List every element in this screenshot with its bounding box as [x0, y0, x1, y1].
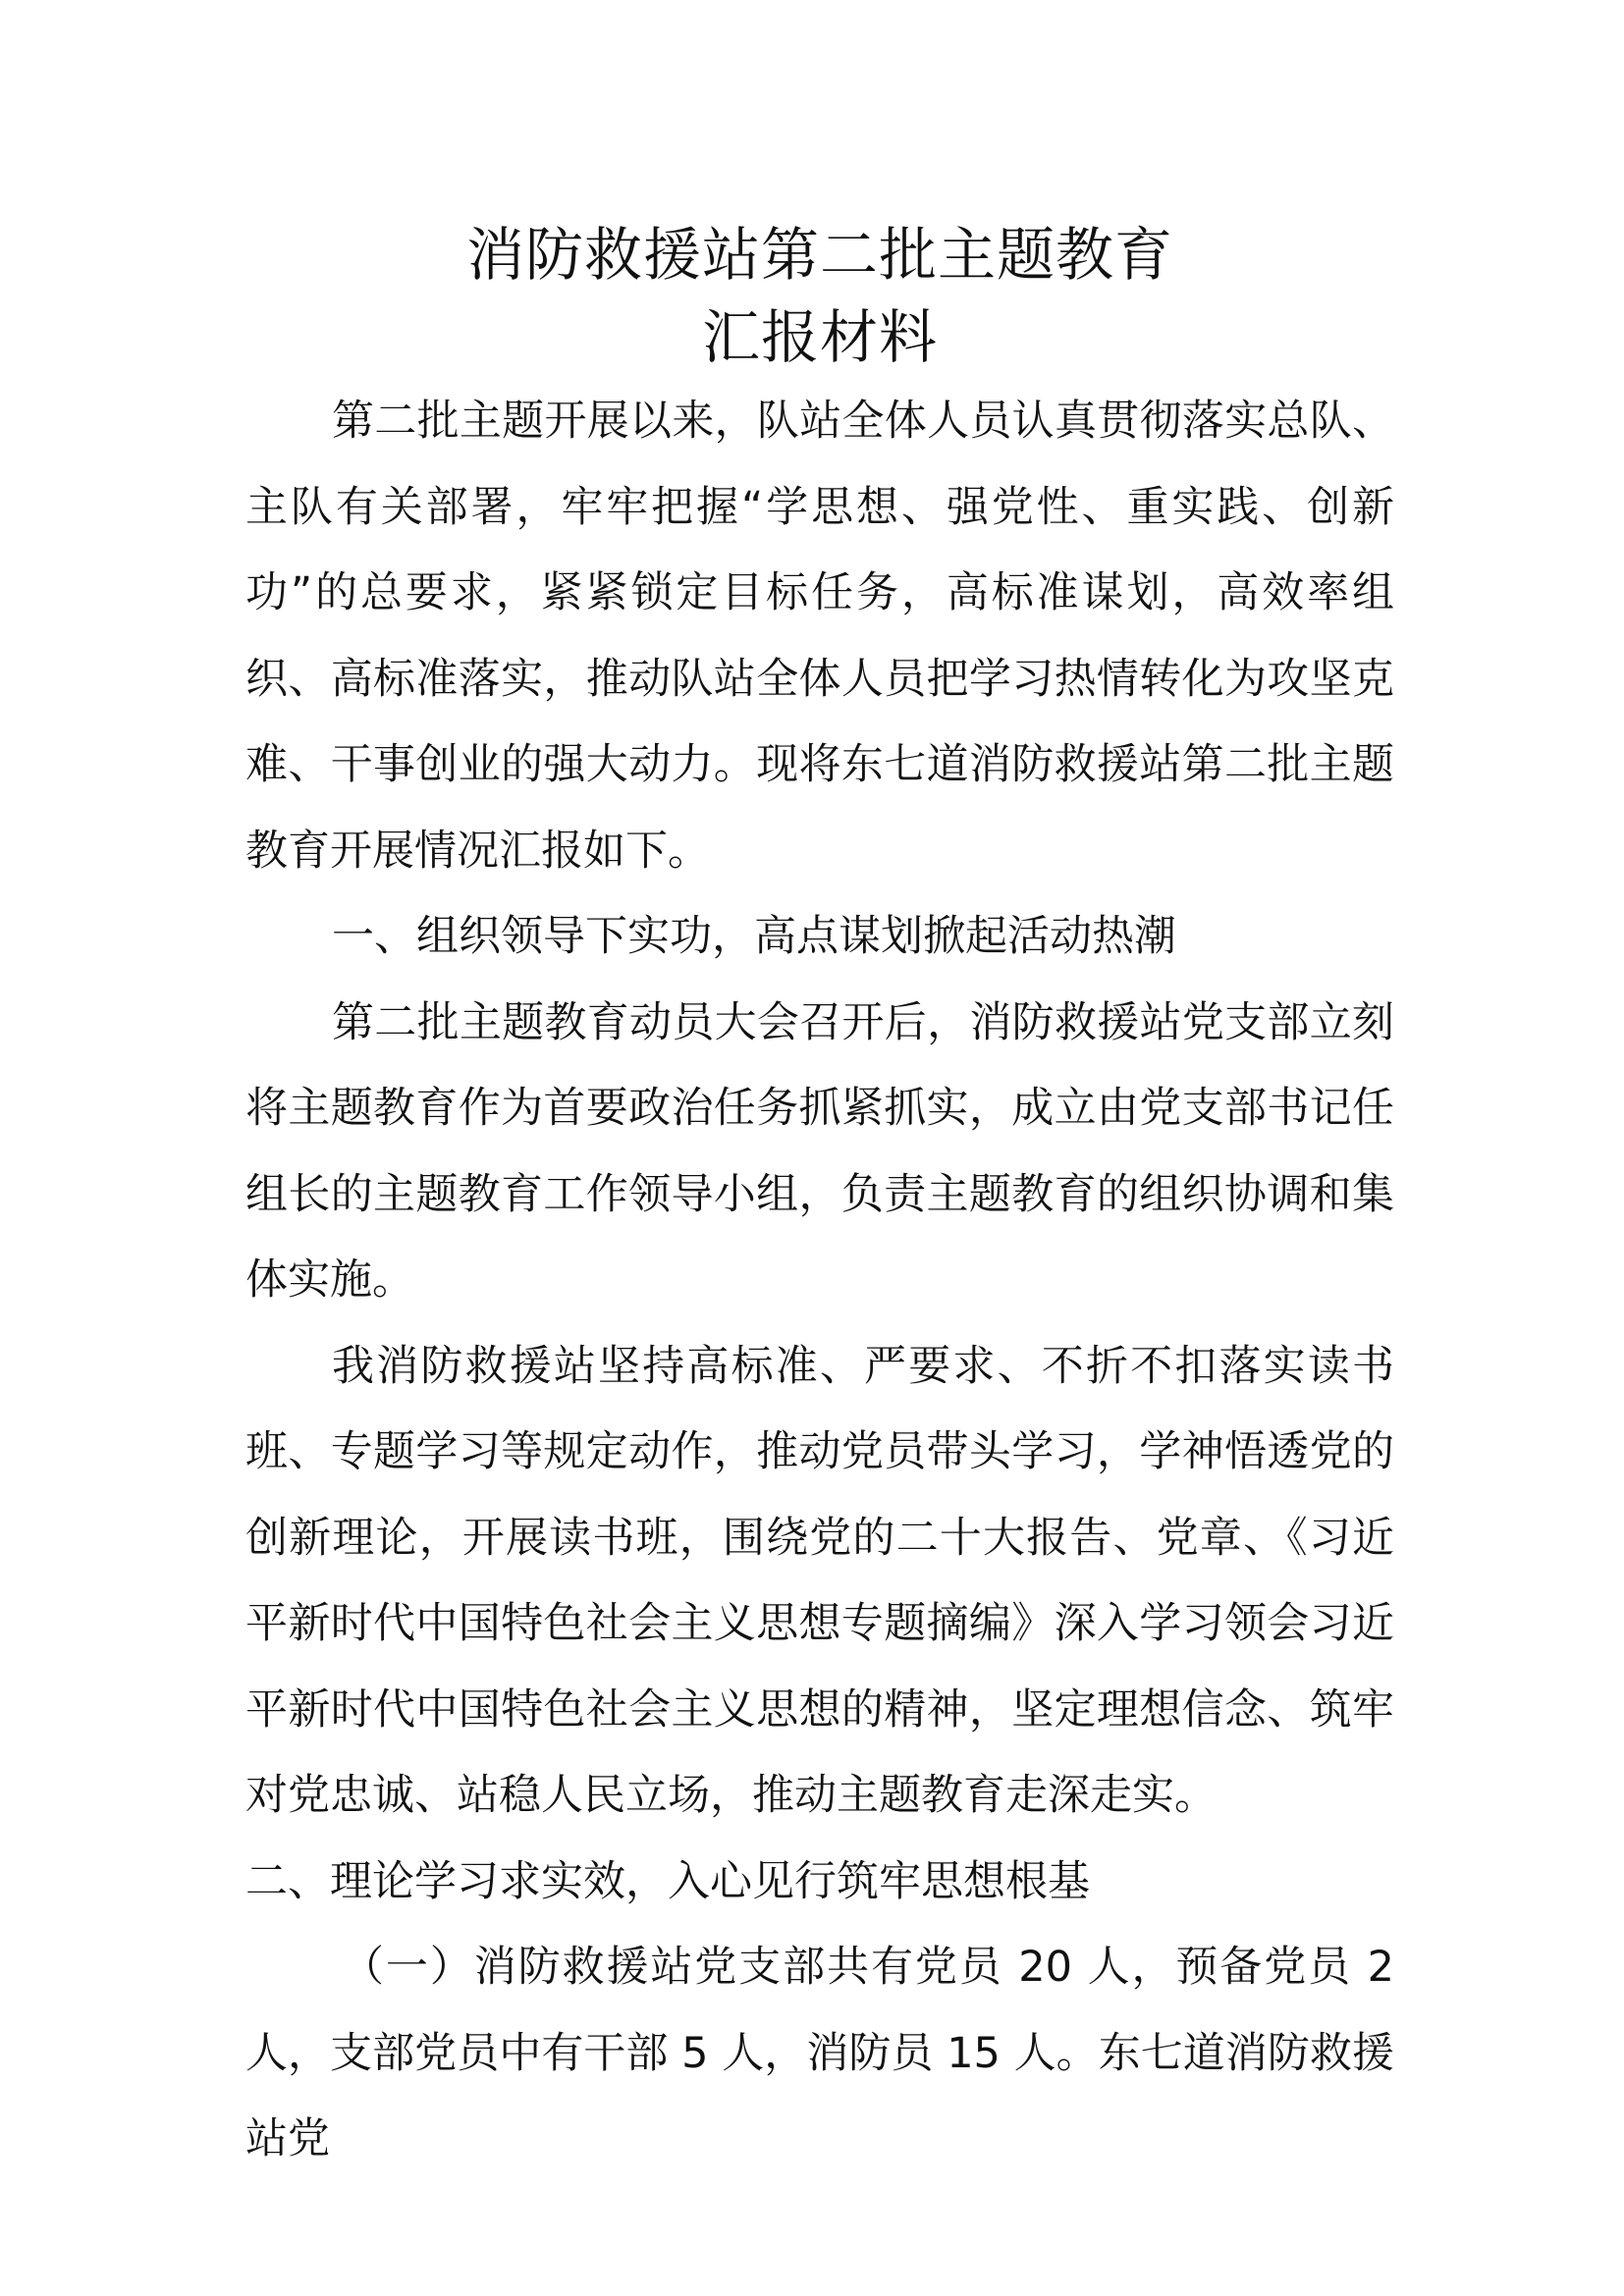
section-1-paragraph-1: 第二批主题教育动员大会召开后，消防救援站党支部立刻将主题教育作为首要政治任务抓紧抓实，成立由党支部书记任组长的主题教育工作领导小组，负责主题教育的组织协调和集体实施。 [245, 997, 1394, 1305]
title-line-2: 汇报材料 [701, 303, 938, 371]
document-title [245, 214, 1394, 379]
intro-paragraph: 第二批主题开展以来，队站全体人员认真贯彻落实总队、主队有关部署，牢牢把握“学思想、强党性、重实践、创新功”的总要求，紧紧锁定目标任务，高标准谋划，高效率组织、高标准落实，推动队站全体人员把学习热情转化为攻坚克难、干事创业的强大动力。现将东七道消防救援站第二批主题教育开展情况汇报如下。 [245, 397, 1394, 876]
title-line-1: 消防救援站第二批主题教育 [465, 221, 1173, 289]
section-heading-2: 二、理论学习求实效，入心见行筑牢思想根基 [245, 1856, 1090, 1906]
document-body [245, 214, 1394, 2183]
section-2-paragraph-1: （一）消防救援站党支部共有党员 20 人，预备党员 2 人，支部党员中有干部 5 人，消防员 15 人。东七道消防救援站党 [245, 1943, 1394, 2163]
section-heading-1: 一、组织领导下实功，高点谋划掀起活动热潮 [332, 912, 1176, 961]
section-1-paragraph-2: 我消防救援站坚持高标准、严要求、不折不扣落实读书班、专题学习等规定动作，推动党员带头学习，学神悟透党的创新理论，开展读书班，围绕党的二十大报告、党章、《习近平新时代中国特色社会主义思想专题摘编》深入学习领会习近平新时代中国特色社会主义思想的精神，坚定理想信念、筑牢对党忠诚、站稳人民立场，推动主题教育走深走实。 [245, 1341, 1394, 1820]
